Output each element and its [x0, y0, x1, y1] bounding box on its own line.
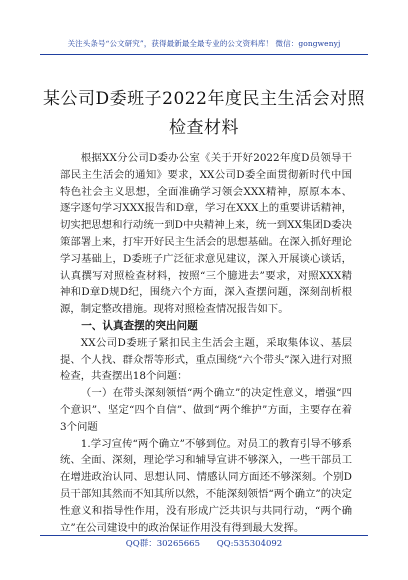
section-heading: 一、认真查摆的突出问题	[81, 319, 198, 332]
footer-qq-group: QQ群：30265665	[125, 539, 200, 549]
intro-paragraph: 根据XX分公司D委办公室《关于开好2022年度D员领导干部民主生活会的通知》要求，XX公司D委全面贯彻新时代中国特色社会主义思想，全面准确学习领会XXX精神，原原本本、逐字逐句学习XXX报告和D章，学习在XXX上的重要讲话精神，切实把思想和行动统一到D中央精神上来，统一到XX集团D委决策部署上来，打牢开好民主生活会的思想基础。在深入抓好理论学习基础上，D委班子广泛征求意见建议，深入开展谈心谈话，认真撰写对照检查材料，按照“三个臆进去”要求，对照XXX精神和D章D规D纪，围绕六个方面，深入查摆问题，深刻剖析根源，制定整改措施。现将对照检查情况报告如下。	[60, 152, 352, 316]
subsection-paragraph: （一）在带头深刻领悟“两个确立”的决定性意义，增强“四个意识”、坚定“四个自信”、做到“两个维护”方面，主要存在着3个问题	[60, 387, 352, 433]
document-title: 某公司D委班子2022年度民主生活会对照	[43, 89, 365, 109]
document-body	[60, 150, 352, 536]
body-paragraph: XX公司D委班子紧扣民主生活会主题，采取集体议、基层提、个人找、群众帮等形式，重点围绕“六个带头”深入进行对照检查，共查摆出18个问题：	[60, 336, 352, 383]
document-title-line2: 检查材料	[169, 118, 239, 138]
header-banner: 关注头条号“公文研究”，获得最新最全最专业的公文资料库！ 微信：gongwenyj	[67, 39, 341, 48]
footer	[40, 537, 368, 549]
footer-qq: QQ:535304092	[216, 539, 283, 549]
footer-divider	[40, 535, 368, 536]
header-divider	[40, 54, 368, 55]
body-paragraph: 1.学习宣传“两个确立”不够到位。对员工的教育引导不够系统、全面、深刻，理论学习和辅导宣讲不够深入，一些干部员工在增进政治认同、思想认同、情感认同方面还不够深刻。个别D员干部知其然而不知其所以然，不能深刻领悟“两个确立”的决定性意义和指导性作用，没有形成广泛共识与共同行动，“两个确立”在公司建设中的政治保证作用没有得到最大发挥。	[60, 437, 352, 534]
